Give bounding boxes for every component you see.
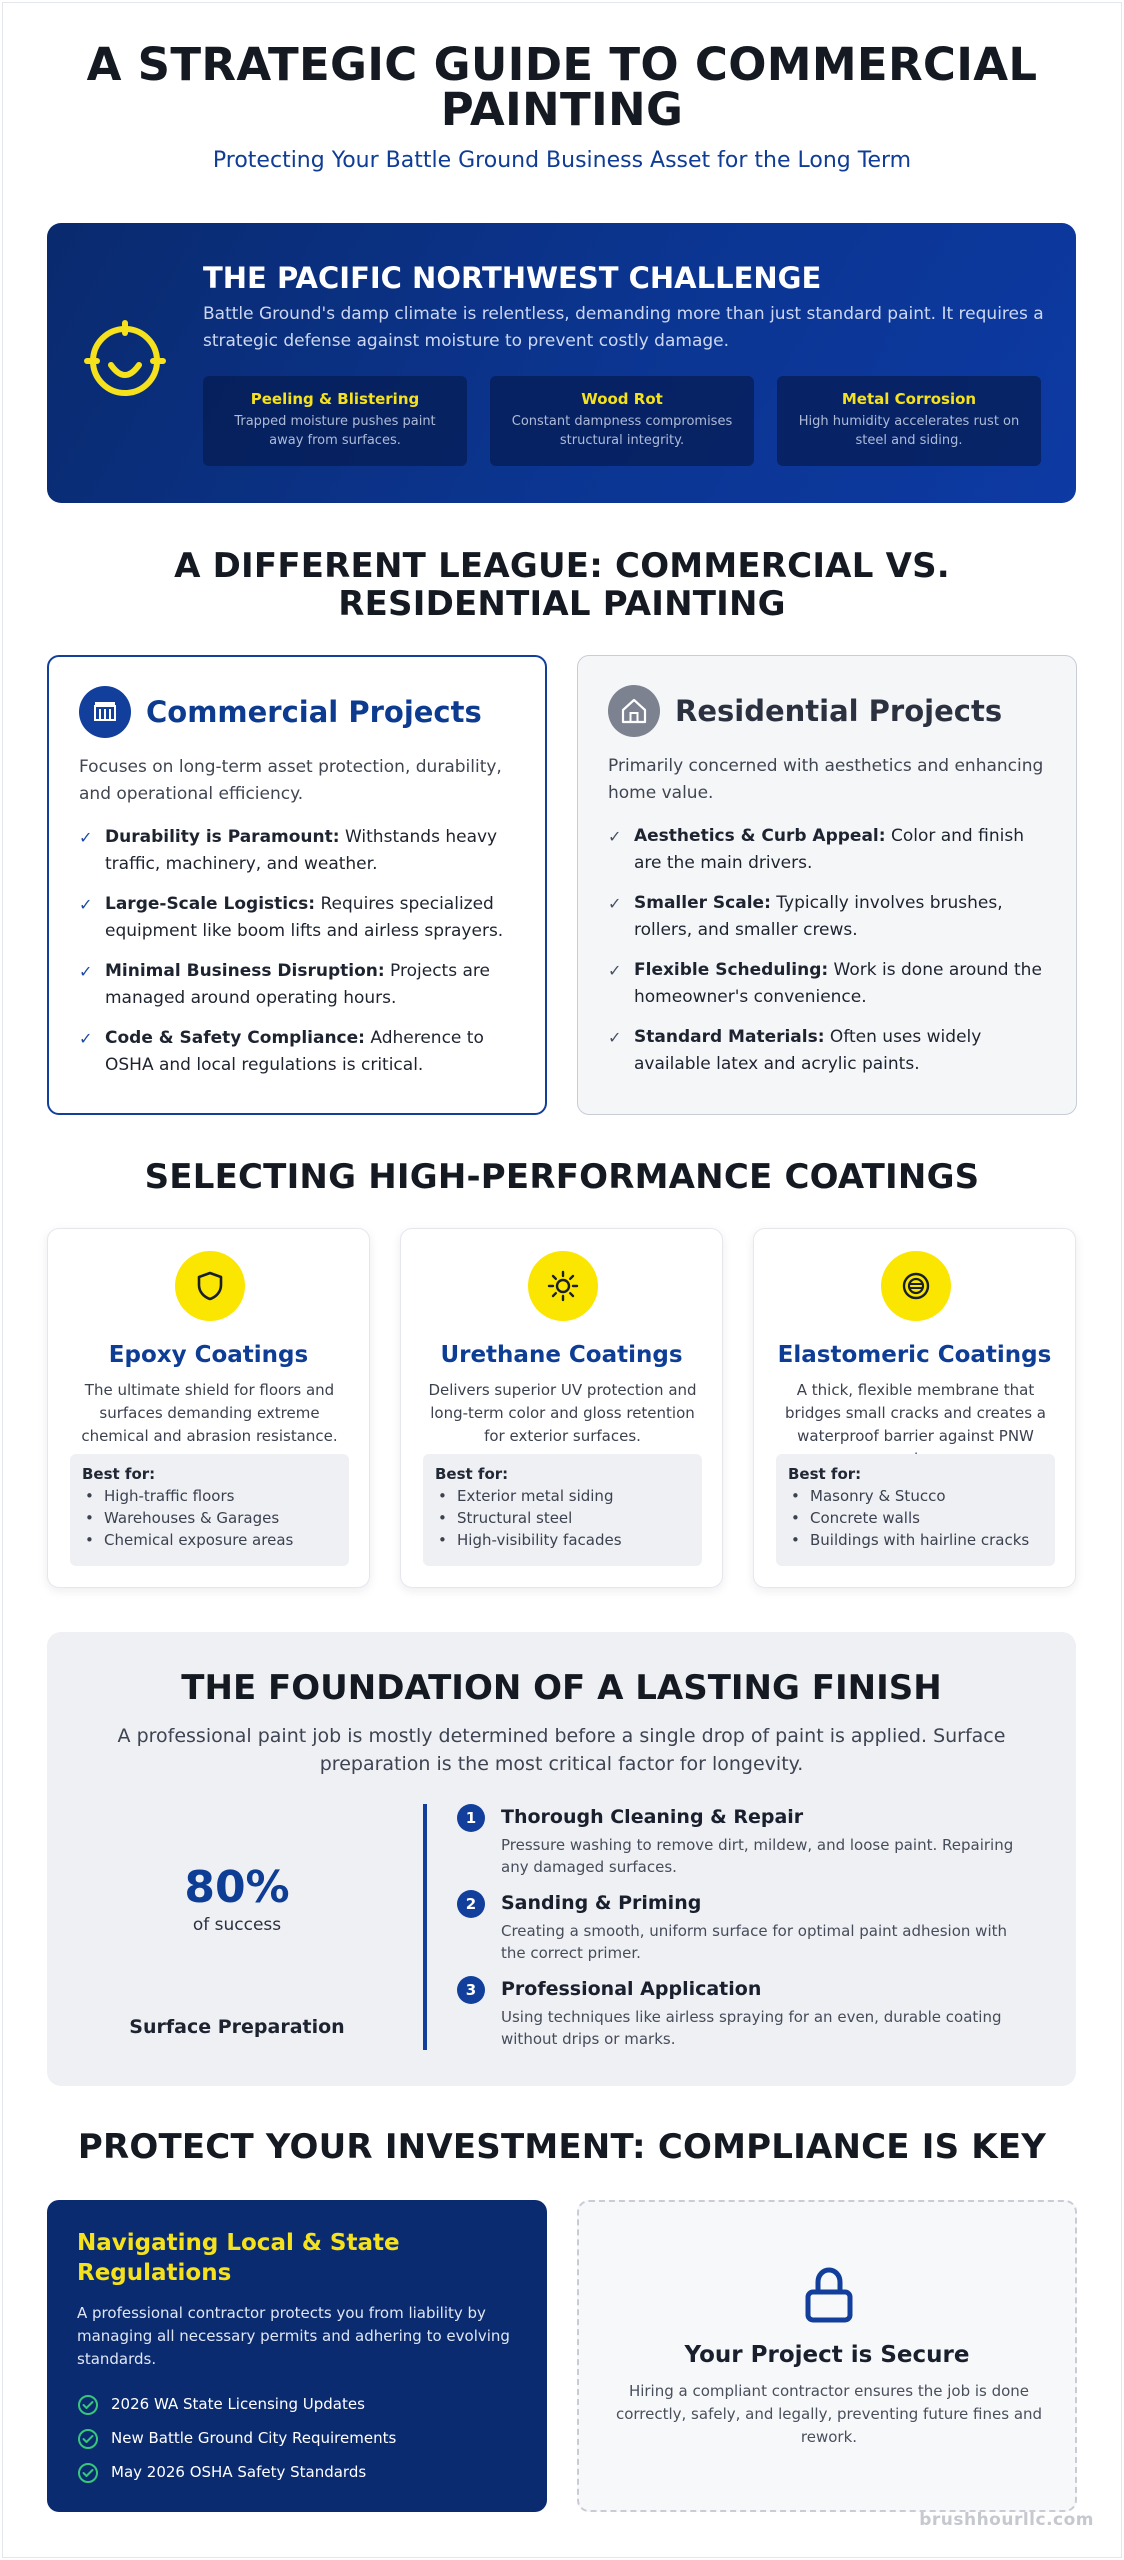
challenge-card-title: Wood Rot	[581, 390, 663, 408]
check-icon: ✓	[79, 1029, 93, 1048]
challenge-card-title: Peeling & Blistering	[250, 390, 420, 408]
commercial-intro: Focuses on long-term asset protection, durability, and operational efficiency.	[79, 757, 502, 804]
site-watermark: brushhourllc.com	[919, 2510, 1094, 2530]
challenge-card	[777, 376, 1041, 466]
list-item: • High-visibility facades	[435, 1529, 690, 1551]
step-description: Using techniques like airless spraying for an even, durable coating without drips or marks.	[501, 2008, 1002, 2048]
list-item: • Buildings with hairline cracks	[788, 1529, 1043, 1551]
item-text: Color and finish are the main drivers.	[634, 826, 1024, 873]
secure-description: Hiring a compliant contractor ensures the job is done correctly, safely, and legally, preventing future fines and rework.	[615, 2382, 1043, 2446]
list-item	[79, 1025, 519, 1079]
coating-title: Urethane Coatings	[440, 1342, 683, 1368]
list-item	[77, 2460, 396, 2494]
item-text: Requires specialized equipment like boom lifts and airless sprayers.	[105, 894, 504, 941]
item-bold: Flexible Scheduling:	[634, 960, 829, 980]
commercial-list	[79, 824, 519, 1092]
residential-list	[608, 823, 1048, 1091]
coating-card-epoxy	[47, 1228, 370, 1588]
layers-circle-icon	[881, 1251, 951, 1321]
step-title: Professional Application	[501, 1978, 762, 2000]
residential-intro: Primarily concerned with aesthetics and enhancing home value.	[608, 756, 1044, 803]
best-for-box	[70, 1454, 349, 1566]
coating-card-elastomeric	[753, 1228, 1076, 1588]
item-text: Work is done around the homeowner's convenience.	[634, 960, 1042, 1007]
step-description: Creating a smooth, uniform surface for optimal paint adhesion with the correct primer.	[501, 1922, 1007, 1962]
coating-title: Epoxy Coatings	[108, 1342, 309, 1368]
step-description: Pressure washing to remove dirt, mildew, and loose paint. Repairing any damaged surfaces.	[501, 1836, 1014, 1876]
best-for-label: Best for:	[435, 1465, 509, 1483]
list-item	[79, 824, 519, 878]
check-icon: ✓	[608, 961, 622, 980]
list-item: • Warehouses & Garages	[82, 1507, 337, 1529]
check-circle-icon	[77, 2394, 99, 2416]
check-icon: ✓	[608, 1028, 622, 1047]
residential-card	[577, 655, 1077, 1115]
house-icon	[608, 685, 660, 737]
check-icon: ✓	[79, 895, 93, 914]
coatings-heading: SELECTING HIGH-PERFORMANCE COATINGS	[144, 1157, 980, 1197]
challenge-card-text: Trapped moisture pushes paint away from surfaces.	[234, 414, 436, 448]
shield-icon	[175, 1251, 245, 1321]
regulations-list	[77, 2392, 396, 2494]
item-text: 2026 WA State Licensing Updates	[111, 2395, 365, 2413]
item-bold: Standard Materials:	[634, 1027, 825, 1047]
best-for-label: Best for:	[82, 1465, 156, 1483]
list-item	[77, 2392, 396, 2426]
best-for-box	[423, 1454, 702, 1566]
list-item	[77, 2426, 396, 2460]
list-item	[79, 958, 519, 1012]
list-item: • Masonry & Stucco	[788, 1485, 1043, 1507]
step-title: Sanding & Priming	[501, 1892, 702, 1914]
page-title: A STRATEGIC GUIDE TO COMMERCIAL PAINTING	[86, 38, 1038, 136]
stat-value: 80%	[184, 1862, 290, 1913]
list-item: • Concrete walls	[788, 1507, 1043, 1529]
commercial-card	[47, 655, 547, 1115]
challenge-card-text: Constant dampness compromises structural integrity.	[511, 414, 733, 448]
challenge-card-text: High humidity accelerates rust on steel and siding.	[798, 414, 1020, 448]
list-item: • Chemical exposure areas	[82, 1529, 337, 1551]
item-text: May 2026 OSHA Safety Standards	[111, 2463, 367, 2481]
list-item: • High-traffic floors	[82, 1485, 337, 1507]
step-number: 2	[457, 1890, 485, 1918]
list-item: • Structural steel	[435, 1507, 690, 1529]
coating-description: A thick, flexible membrane that bridges small cracks and creates a waterproof barrier against PNW	[785, 1381, 1046, 1445]
item-bold: Code & Safety Compliance:	[105, 1028, 365, 1048]
list-item	[608, 957, 1048, 1011]
regulations-card	[47, 2200, 547, 2512]
secure-card	[577, 2200, 1077, 2512]
item-text: Typically involves brushes, rollers, and smaller crews.	[634, 893, 1003, 940]
challenge-card	[490, 376, 754, 466]
check-icon: ✓	[608, 894, 622, 913]
residential-title: Residential Projects	[675, 694, 1003, 728]
pnw-challenge-panel	[47, 223, 1076, 503]
check-icon: ✓	[79, 962, 93, 981]
foundation-title: THE FOUNDATION OF A LASTING FINISH	[181, 1668, 942, 1708]
foundation-description: A professional paint job is mostly determined before a single drop of paint is applied. Surface preparation is the most critical factor for longevity.	[117, 1725, 1006, 1775]
item-text: Withstands heavy traffic, machinery, and weather.	[105, 827, 498, 874]
challenge-description: Battle Ground's damp climate is relentless, demanding more than just standard paint. It requires a strategic defense against moisture to prevent costly damage.	[203, 304, 1044, 351]
regulations-description: A professional contractor protects you from liability by managing all necessary permits and adhering to evolving standards.	[77, 2304, 510, 2368]
item-text: Adherence to OSHA and local regulations is critical.	[105, 1028, 484, 1075]
check-icon: ✓	[608, 827, 622, 846]
item-bold: Durability is Paramount:	[105, 827, 340, 847]
list-item	[79, 891, 519, 945]
step-number: 3	[457, 1976, 485, 2004]
list-item	[608, 890, 1048, 944]
list-item	[608, 1024, 1048, 1078]
challenge-title: THE PACIFIC NORTHWEST CHALLENGE	[203, 261, 822, 295]
sad-face-sun-icon	[83, 319, 167, 403]
challenge-card-title: Metal Corrosion	[841, 390, 977, 408]
foundation-panel	[47, 1632, 1076, 2086]
coating-description: Delivers superior UV protection and long-term color and gloss retention for exterior surfaces.	[428, 1381, 697, 1445]
step-number: 1	[457, 1804, 485, 1832]
sun-icon	[528, 1251, 598, 1321]
check-icon: ✓	[79, 828, 93, 847]
page-subtitle: Protecting Your Battle Ground Business Asset for the Long Term	[212, 148, 912, 173]
best-for-label: Best for:	[788, 1465, 862, 1483]
item-text: Often uses widely available latex and acrylic paints.	[634, 1027, 982, 1074]
stat-label: Surface Preparation	[129, 2016, 345, 2038]
lock-icon	[803, 2266, 855, 2328]
stat-caption: of success	[192, 1915, 282, 1935]
list-item	[608, 823, 1048, 877]
comparison-heading: A DIFFERENT LEAGUE: COMMERCIAL VS. RESIDENTIAL PAINTING	[174, 546, 950, 624]
regulations-title: Navigating Local & State Regulations	[77, 2230, 400, 2286]
item-bold: Large-Scale Logistics:	[105, 894, 316, 914]
coating-description: The ultimate shield for floors and surfaces demanding extreme chemical and abrasion resistance.	[81, 1381, 338, 1445]
item-bold: Aesthetics & Curb Appeal:	[634, 826, 886, 846]
item-bold: Minimal Business Disruption:	[105, 961, 385, 981]
item-text: Projects are managed around operating hours.	[105, 961, 490, 1008]
step-title: Thorough Cleaning & Repair	[501, 1806, 804, 1828]
list-item: • Exterior metal siding	[435, 1485, 690, 1507]
best-for-box	[776, 1454, 1055, 1566]
challenge-card	[203, 376, 467, 466]
item-bold: Smaller Scale:	[634, 893, 771, 913]
coating-title: Elastomeric Coatings	[777, 1342, 1052, 1368]
commercial-title: Commercial Projects	[146, 695, 482, 729]
item-text: New Battle Ground City Requirements	[111, 2429, 397, 2447]
secure-title: Your Project is Secure	[684, 2342, 970, 2368]
check-circle-icon	[77, 2462, 99, 2484]
divider	[423, 1804, 427, 2050]
check-circle-icon	[77, 2428, 99, 2450]
factory-icon	[79, 686, 131, 738]
coating-card-urethane	[400, 1228, 723, 1588]
compliance-heading: PROTECT YOUR INVESTMENT: COMPLIANCE IS KEY	[77, 2127, 1047, 2167]
